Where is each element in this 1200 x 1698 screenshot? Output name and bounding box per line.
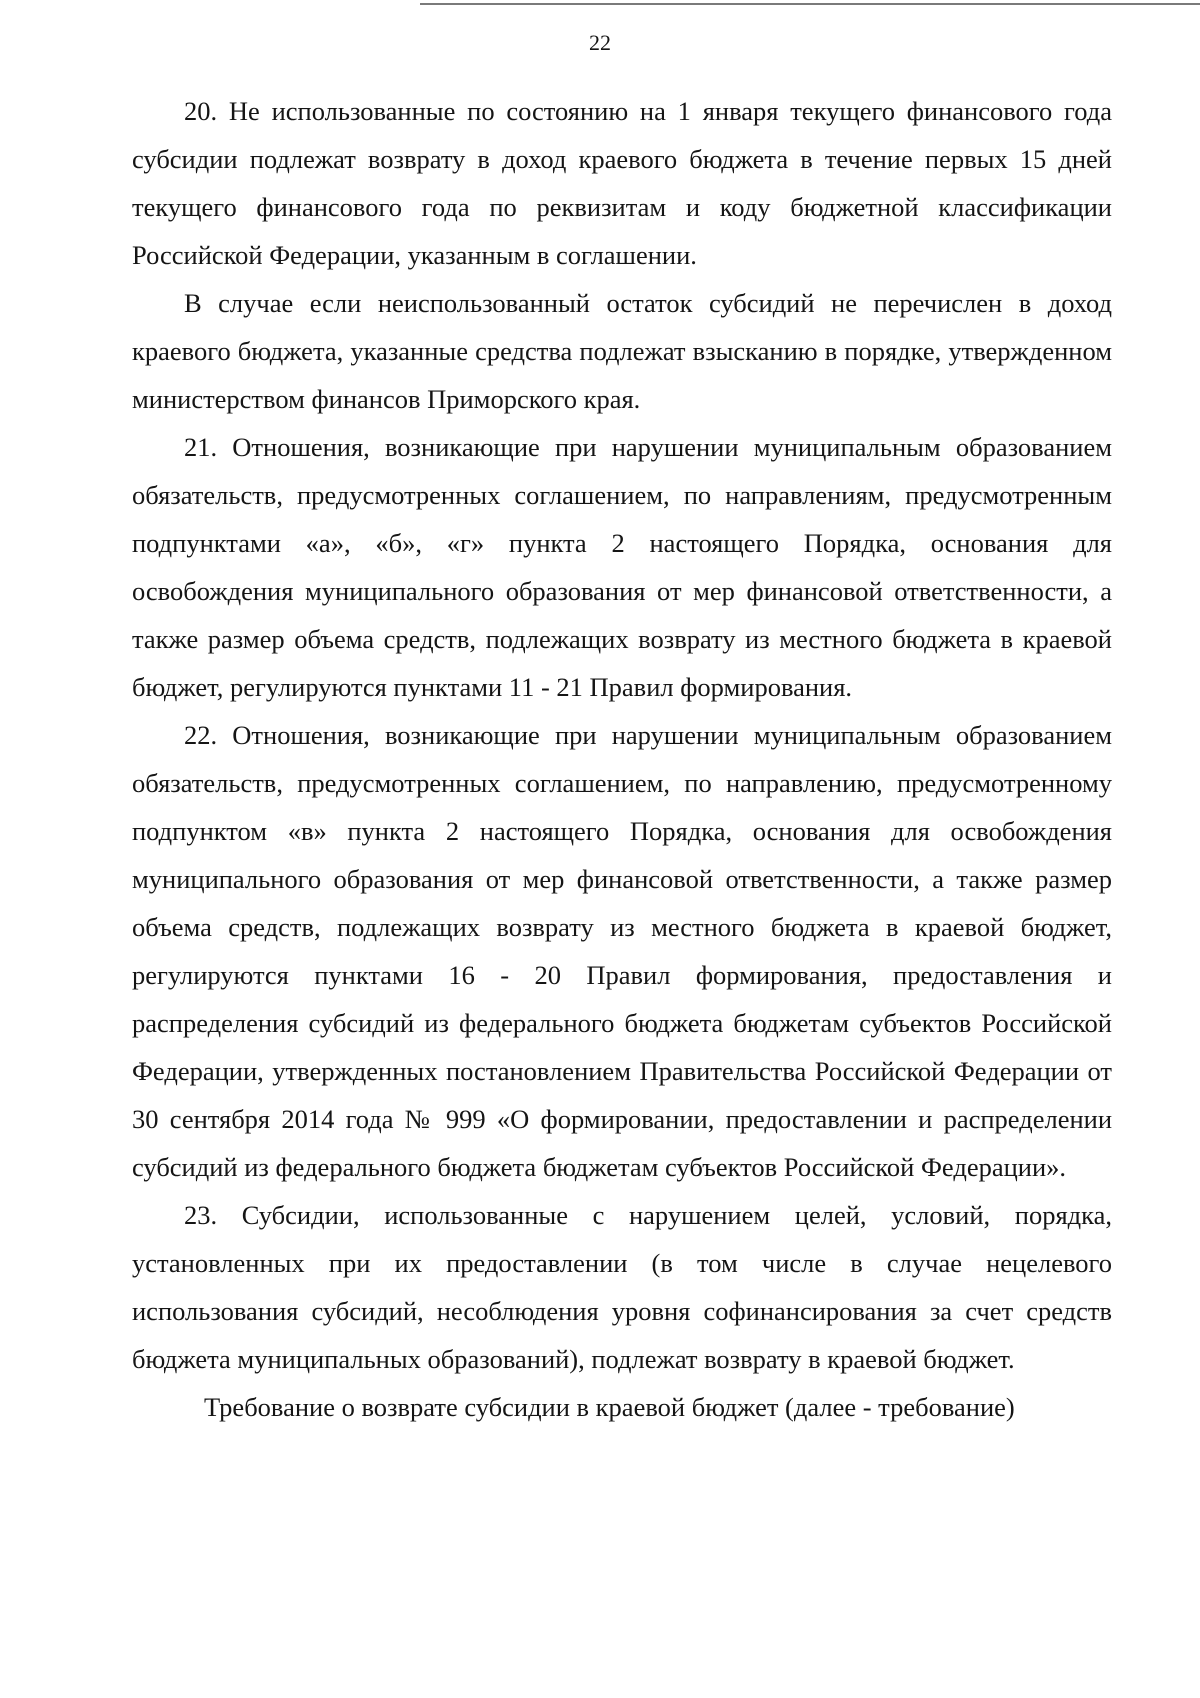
paragraph-22: 22. Отношения, возникающие при нарушении муниципальным образованием обязательств, предусмотренных соглашением, по направлению, предусмотренному подпунктом «в» пункта 2 настоящего Порядка, основания для освобождения муниципального образования от мер финансовой ответственности, а также размер объема средств, подлежащих возврату из местного бюджета в краевой бюджет, регулируются пунктами 16 - 20 Правил формирования, предоставления и распределения субсидий из федерального бюджета бюджетам субъектов Российской Федерации, утвержденных постановлением Правительства Российской Федерации от 30 сентября 2014 года № 999 «О формировании, предоставлении и распределении субсидий из федерального бюджета бюджетам субъектов Российской Федерации». — [132, 720, 1112, 1182]
page-number: 22 — [589, 30, 611, 55]
paragraph-21: 21. Отношения, возникающие при нарушении муниципальным образованием обязательств, предусмотренных соглашением, по направлениям, предусмотренным подпунктами «а», «б», «г» пункта 2 настоящего Порядка, основания для освобождения муниципального образования от мер финансовой ответственности, а также размер объема средств, подлежащих возврату из местного бюджета в краевой бюджет, регулируются пунктами 11 - 21 Правил формирования. — [132, 432, 1112, 702]
top-scan-edge-line — [420, 3, 1200, 5]
paragraph-23: 23. Субсидии, использованные с нарушением целей, условий, порядка, установленных при их предоставлении (в том числе в случае нецелевого использования субсидий, несоблюдения уровня софинансирования за счет средств бюджета муниципальных образований), подлежат возврату в краевой бюджет. — [132, 1200, 1112, 1374]
paragraph-23-demand: Требование о возврате субсидии в краевой бюджет (далее - требование) — [204, 1392, 1015, 1422]
paragraph-20-case: В случае если неиспользованный остаток субсидий не перечислен в доход краевого бюджета, указанные средства подлежат взысканию в порядке, утвержденном министерством финансов Приморского края. — [132, 288, 1112, 414]
document-body — [132, 87, 1112, 1431]
paragraph-20: 20. Не использованные по состоянию на 1 января текущего финансового года субсидии подлежат возврату в доход краевого бюджета в течение первых 15 дней текущего финансового года по реквизитам и коду бюджетной классификации Российской Федерации, указанным в соглашении. — [132, 96, 1112, 270]
